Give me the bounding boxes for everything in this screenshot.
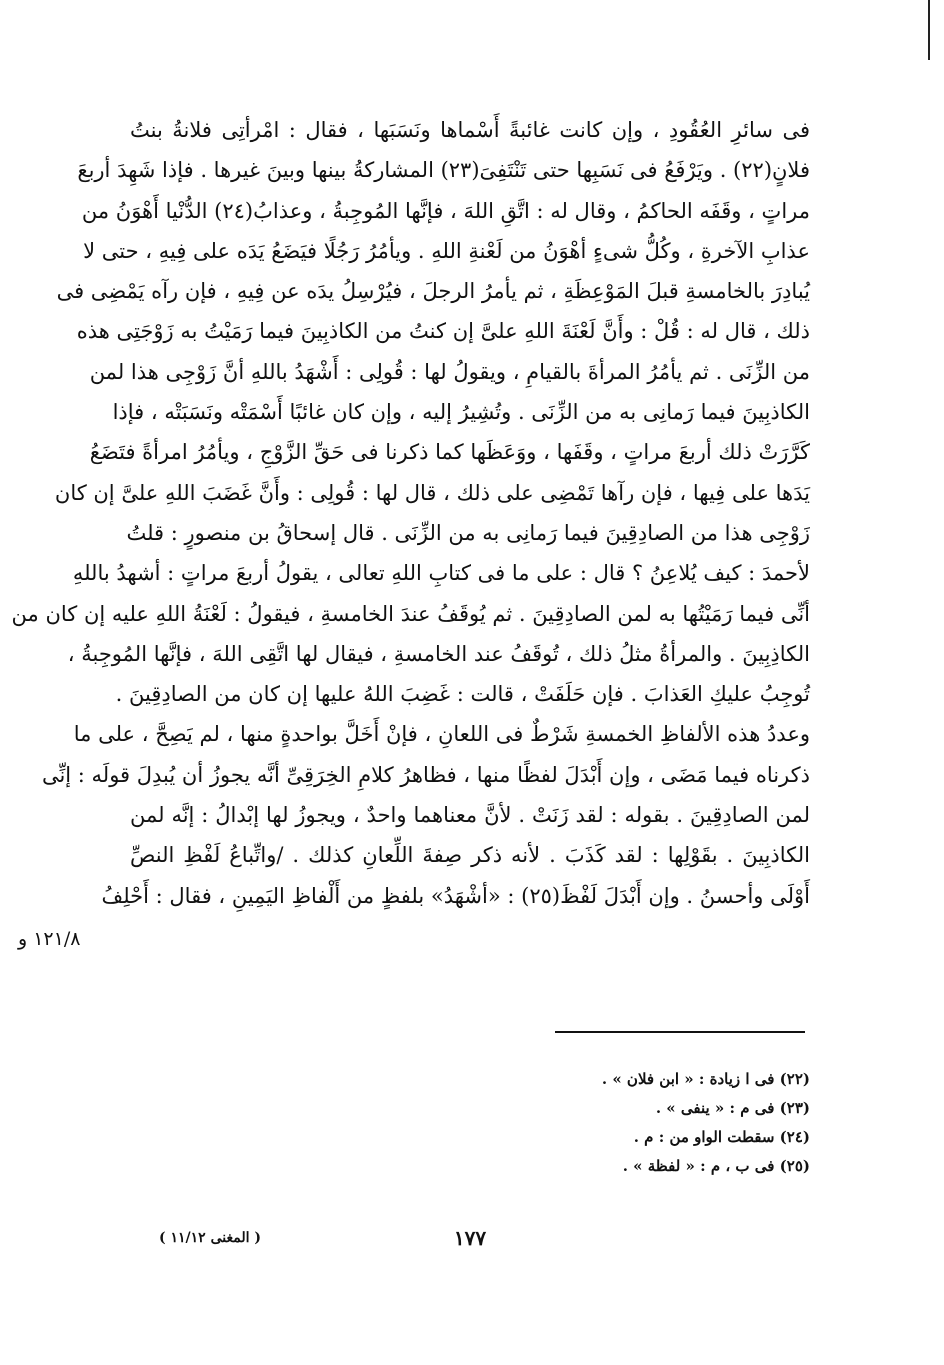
text-line: الكاذبِينَ . بقَوْلِها : لقد كَذَبَ . لأنه ذكر صِفةَ اللِّعانِ كذلك . /واتِّباعُ لَفْظِ النصِّ (130, 843, 810, 868)
footnote-separator (555, 1031, 805, 1033)
text-line: ذلك ، قال له : قُلْ : وأَنَّ لَعْنَةَ اللهِ علىَّ إن كنتُ من الكاذبِينَ فيما رَمَيْتُ به زَوْجَتِى هذه (76, 319, 810, 344)
text-line: الكاذِبِينَ . والمرأةُ مثلُ ذلك ، تُوقَفُ عند الخامسةِ ، فيقال لها اتَّقِى اللهَ ، فإنَّها المُوجِبةُ ، (67, 641, 810, 666)
margin-folio-note: ١٢١/٨ و (18, 928, 81, 950)
text-line: فلانٍ(٢٢) . ويَرْفَعُ فى نَسَبِها حتى تَنْتَفِىَ(٢٣) المشاركةُ بينها وبينَ غيرها . فإذا شَهِدَ أربعَ (77, 158, 810, 183)
page-edge-rule (928, 0, 930, 60)
footnote: (٢٢) فى ا زيادة : « ابن فلان » . (601, 1070, 810, 1088)
printer-signature: ( المغنى ١١/١٢ ) (159, 1230, 261, 1246)
footnotes (430, 1065, 810, 1181)
text-line: أَوْلَى وأحسنُ . وإن أَبْدَلَ لَفْظَ(٢٥) : «أشْهَدُ» بلفظٍ من أَلْفاظِ اليَمِينِ ، فقال : أَحْلِفُ (101, 883, 810, 908)
text-line: فى سائرِ العُقُودِ ، وإن كانت غائبةً أَسْماها ونَسَبَها ، فقال : امْرأتِى فلانةُ بنتُ (130, 118, 810, 142)
footnote: (٢٣) فى م : « ينفى » . (655, 1099, 810, 1117)
text-line: يُبادِرَ بالخامسةِ قبلَ المَوْعِظَةِ ، ثم يأمرُ الرجلَ ، فيُرْسِلُ يدَه عن فِيهِ ، فإن رآه يَمْضِى فى (56, 279, 810, 304)
footnote: (٢٥) فى ب ، م : « لفظة » . (622, 1157, 810, 1175)
text-line: الكاذبِينَ فيما رَمانِى به من الزِّنَى . وتُشِيرُ إليه ، وإن كان غائبًا أَسْمَتْه ونَسَبَتْه ، فإذا (112, 400, 810, 425)
text-line: عذابِ الآخرةِ ، وكُلُّ شىءٍ أهْوَنُ من لَعْنةِ اللهِ . ويأمُرُ رَجُلًا فيَضَعُ يَدَه على فِيهِ ، حتى لا (83, 238, 810, 263)
text-line: وعددُ هذه الألفاظِ الخمسةِ شَرْطٌ فى اللعانِ ، فإنْ أَخَلَّ بواحدةٍ منها ، لم يَصِحَّ ، على ما (73, 722, 810, 747)
text-line: أنِّى فيما رَمَيْتُها به لمن الصادِقِينَ . ثم يُوقَفُ عندَ الخامسةِ ، فيقولُ : لَعْنَةُ اللهِ عليه إن كان من (11, 601, 810, 626)
main-text-block (11, 110, 810, 916)
text-line: كَرَّرَتْ ذلك أربعَ مراتٍ ، وقَفَها ، ووَعَظَها كما ذكرنا فى حَقِّ الزَّوْجِ ، ويأمُرُ امرأةً فتَضَعُ (89, 440, 810, 465)
text-line: يَدَها على فِيها ، فإن رآها تَمْضِى على ذلك ، قال لها : قُولِى : وأَنَّ غَضَبَ اللهِ علىَّ إن كان (54, 480, 810, 505)
text-line: لمن الصادِقِينَ . بقوله : لقد زَنَتْ . لأنَّ معناهما واحدٌ ، ويجوزُ لها إبْدالُ : إنَّه لمن (130, 803, 810, 828)
text-line: زَوْجِى هذا من الصادِقِينَ فيما رَمانِى به من الزِّنَى . قال إسحاقُ بن منصورٍ : قلتُ (126, 520, 810, 545)
text-line: مراتٍ ، وقَفَه الحاكمُ ، وقال له : اتَّقِ اللهَ ، فإنَّها المُوجِبةُ ، وعذابُ(٢٤) الدُّنْيا أَهْوَنُ من (81, 198, 810, 223)
footnote: (٢٤) سقطت الواو من : م . (633, 1128, 810, 1146)
text-line: تُوجِبُ عليكِ العَذابَ . فإن حَلَفَتْ ، قالت : غَضِبَ اللهُ عليها إن كان من الصادِقِينَ . (115, 682, 810, 707)
text-line: لأحمدَ : كيف يُلاعِنُ ؟ قال : على ما فى كتابِ اللهِ تعالى ، يقولُ أربعَ مراتٍ : أشهدُ باللهِ (72, 561, 810, 586)
text-line: من الزِّنَى . ثم يأمُرُ المرأةَ بالقيامِ ، ويقولُ لها : قُولِى : أَشْهَدُ باللهِ أنَّ زَوْجِى هذا لمن (89, 359, 810, 384)
page-number: ١٧٧ (453, 1226, 487, 1250)
text-line: ذكرناه فيما مَضَى ، وإن أَبْدَلَ لفظًا منها ، فظاهرُ كلامِ الخِرَقِىِّ أنَّه يجوزُ أن يُبدِلَ قولَه : إنِّى (41, 762, 810, 787)
